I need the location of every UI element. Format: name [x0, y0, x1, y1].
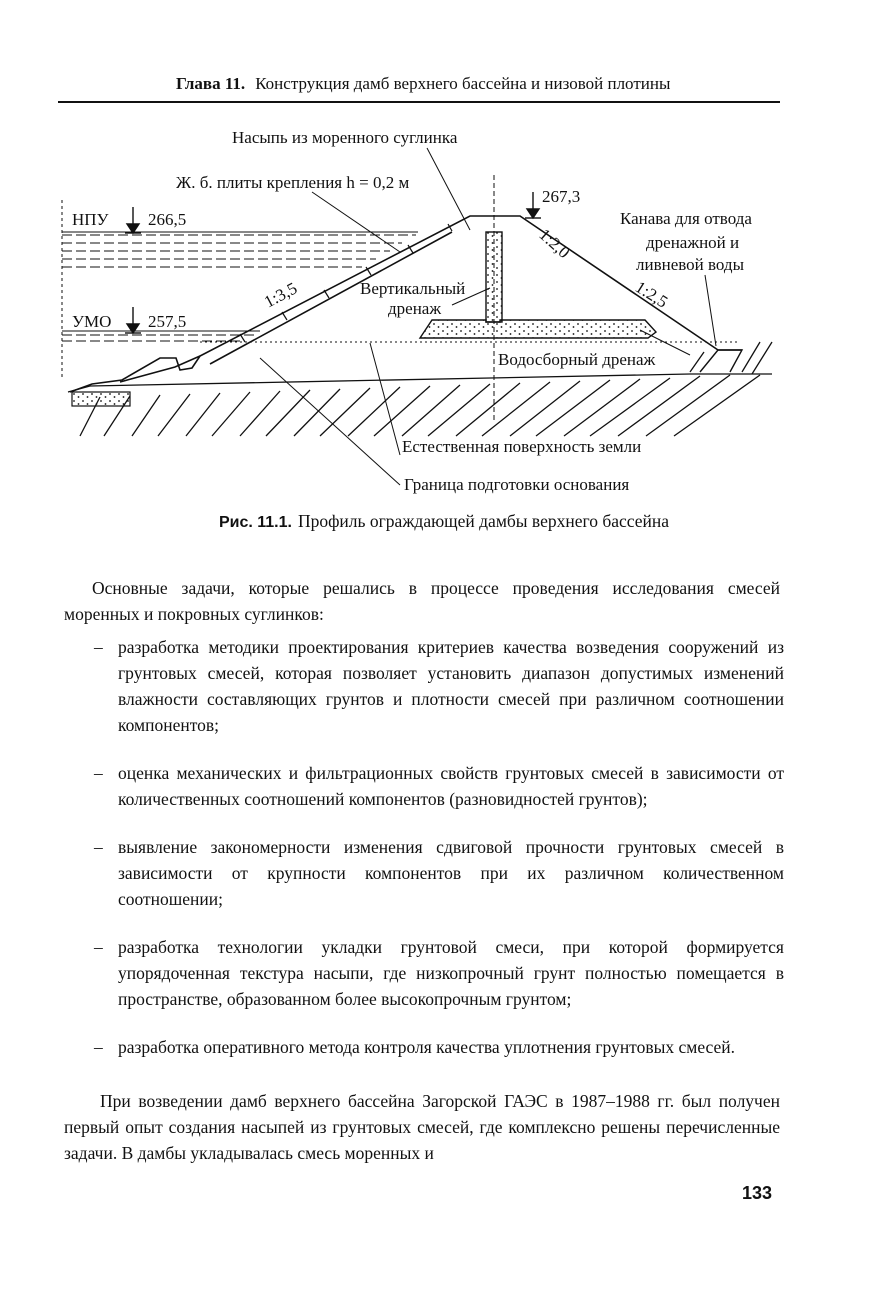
list-item: – выявление закономерности изменения сдвиговой прочности грунтовых смесей в зависимости от крупности компонентов при их различном количественном соотношении;: [94, 837, 784, 909]
label-slope-down-2: 1:2,5: [631, 277, 672, 312]
drainage-channel: [700, 350, 742, 372]
final-text: При возведении дамб верхнего бассейна Загорской ГАЭС в 1987–1988 гг. был получен первый опыт создания насыпей из грунтовых смесей, где комплексно решены перечисленные задачи. В дамбы укладывалась смесь моренных и: [64, 1091, 780, 1163]
ground-hatching: [68, 342, 772, 436]
vertical-drain: [486, 232, 502, 322]
list-item: – разработка оперативного метода контроля качества уплотнения грунтовых смесей.: [94, 1037, 736, 1057]
figure-caption: [0, 511, 888, 532]
list-item: – разработка методики проектирования критериев качества возведения сооружений из грунтовых смесей, которая позволяет установить диапазон допустимых изменений влажности составляющих грунтов и плотности смесей при различном соотношении компонентов;: [94, 637, 784, 735]
label-vertical-drain-1: Вертикальный: [360, 279, 466, 298]
intro-text: Основные задачи, которые решались в процессе проведения исследования смесей моренных и покровных суглинков:: [64, 578, 780, 624]
collector-drain: [420, 320, 656, 338]
label-foundation-boundary: Граница подготовки основания: [404, 475, 630, 494]
label-npu-level: 266,5: [148, 210, 187, 229]
intro-paragraph: [64, 575, 780, 627]
page-number: 133: [742, 1183, 773, 1203]
chapter-number: Глава 11.: [176, 74, 246, 93]
upstream-toe-drain: [72, 392, 130, 406]
caption-number: Рис. 11.1.: [218, 514, 292, 531]
label-slope-upstream: 1:3,5: [260, 278, 301, 312]
label-concrete-plates: Ж. б. плиты крепления h = 0,2 м: [176, 173, 410, 192]
label-umo: УМО: [72, 312, 112, 331]
level-arrow-icon: [125, 192, 541, 333]
list-item: – разработка технологии укладки грунтовой смеси, при которой формируется упорядоченная текстура насыпи, где низкопрочный грунт полностью помещается в пространстве, образованном более высокопрочным грунтом;: [94, 937, 784, 1009]
task-list: [94, 634, 784, 1082]
label-channel-2: дренажной и: [646, 233, 740, 252]
label-umo-level: 257,5: [148, 312, 187, 331]
label-vertical-drain-2: дренаж: [388, 299, 442, 318]
label-natural-surface: Естественная поверхность земли: [402, 437, 642, 456]
label-crest-level: 267,3: [542, 187, 581, 206]
dam-profile-figure: [0, 0, 888, 505]
label-npu: НПУ: [72, 210, 109, 229]
caption-text: Профиль ограждающей дамбы верхнего бассейна: [297, 511, 670, 531]
label-collector-drain: Водосборный дренаж: [498, 350, 656, 369]
label-channel-1: Канава для отвода: [620, 209, 752, 228]
label-channel-3: ливневой воды: [636, 255, 745, 274]
label-fill-material: Насыпь из моренного суглинка: [232, 128, 458, 147]
label-slope-down-1: 1:2,0: [535, 224, 574, 263]
final-paragraph: [64, 1088, 780, 1166]
list-item: – оценка механических и фильтрационных свойств грунтовых смесей в зависимости от количественных соотношений компонентов (разновидностей грунтов);: [94, 763, 784, 809]
chapter-title: Конструкция дамб верхнего бассейна и низовой плотины: [255, 74, 671, 93]
